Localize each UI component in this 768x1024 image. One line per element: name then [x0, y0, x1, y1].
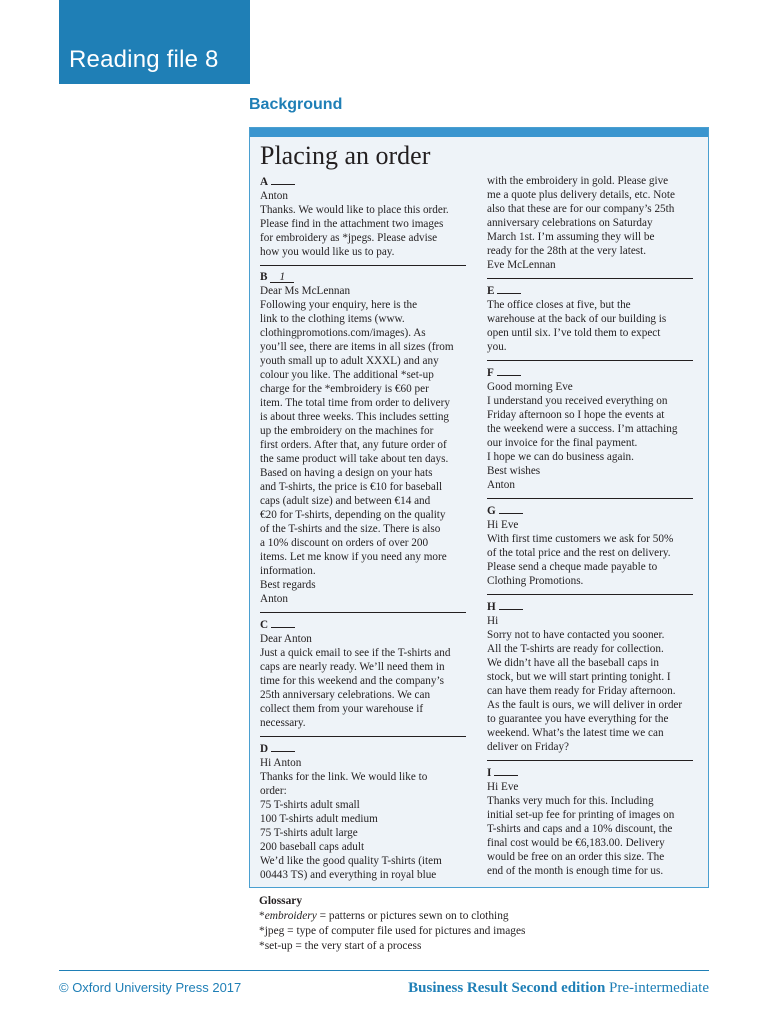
message-divider: [260, 736, 466, 737]
message-letter: B: [260, 271, 268, 283]
message-line: All the T-shirts are ready for collection.: [487, 643, 664, 655]
footer-book-level: Pre-intermediate: [609, 980, 709, 996]
message-letter: H: [487, 601, 496, 613]
message-line: Hi Eve: [487, 519, 519, 531]
answer-blank: [499, 503, 523, 514]
message-line: Clothing Promotions.: [487, 575, 584, 587]
answer-blank: [497, 283, 521, 294]
message-c: [260, 617, 470, 730]
glossary: [259, 894, 699, 954]
message-line: collect them from your warehouse if: [260, 703, 424, 715]
message-line: clothingpromotions.com/images). As: [260, 327, 426, 339]
order-panel: [249, 127, 709, 888]
message-line: order:: [260, 785, 287, 797]
glossary-term: embroidery: [264, 910, 317, 922]
message-line: €20 for T-shirts, depending on the quality: [260, 509, 446, 521]
glossary-definition: = the very start of a process: [292, 940, 422, 952]
message-line: time for this weekend and the company’s: [260, 675, 444, 687]
reading-file-title: Reading file 8: [69, 46, 219, 73]
message-line: you’ll see, there are items in all sizes (from: [260, 341, 454, 353]
message-line: We didn’t have all the baseball caps in: [487, 657, 659, 669]
answer-blank: [494, 765, 518, 776]
message-line: of the T-shirts and the size. There is also: [260, 523, 441, 535]
message-line: necessary.: [260, 717, 306, 729]
message-divider: [487, 760, 693, 761]
section-label: Background: [249, 96, 343, 113]
message-line: Just a quick email to see if the T-shirts and: [260, 647, 451, 659]
glossary-definition: = type of computer file used for pictures and images: [284, 925, 526, 937]
message-line: caps are nearly ready. We’ll need them in: [260, 661, 445, 673]
message-line: Based on having a design on your hats: [260, 467, 433, 479]
message-line: Sorry not to have contacted you sooner.: [487, 629, 665, 641]
glossary-entry: [259, 924, 699, 939]
message-line: can have them ready for Friday afternoon.: [487, 685, 676, 697]
message-a: [260, 174, 470, 259]
footer-book-name: Business Result Second edition: [408, 980, 606, 996]
message-divider: [260, 612, 466, 613]
message-line: Anton: [487, 479, 515, 491]
message-line: weekend. What’s the latest time we can: [487, 727, 664, 739]
message-divider: [487, 594, 693, 595]
answer-blank: [271, 617, 295, 628]
message-heading: [487, 765, 697, 780]
message-line: the weekend were a success. I’m attaching: [487, 423, 678, 435]
message-line: with the embroidery in gold. Please give: [487, 175, 669, 187]
message-letter: D: [260, 743, 269, 755]
message-line: end of the month is enough time for us.: [487, 865, 664, 877]
message-d: [260, 741, 470, 882]
message-line: I understand you received everything on: [487, 395, 668, 407]
answer-blank: [497, 365, 521, 376]
glossary-star: *: [259, 940, 265, 952]
message-line: information.: [260, 565, 316, 577]
message-line: Hi: [487, 615, 499, 627]
footer-divider: [59, 970, 709, 971]
message-line: colour you like. The additional *set-up: [260, 369, 434, 381]
message-line: open until six. I’ve told them to expect: [487, 327, 661, 339]
message-heading: [487, 599, 697, 614]
message-line: caps (adult size) and between €14 and: [260, 495, 431, 507]
message-line: warehouse at the back of our building is: [487, 313, 667, 325]
message-divider: [260, 265, 466, 266]
message-letter: G: [487, 505, 496, 517]
answer-blank: [271, 174, 295, 185]
message-line: Anton: [260, 190, 288, 202]
glossary-star: *: [259, 910, 265, 922]
message-line: items. Let me know if you need any more: [260, 551, 447, 563]
message-line: is about three weeks. This includes setting: [260, 411, 450, 423]
panel-top-bar: [250, 128, 708, 137]
footer-copyright: © Oxford University Press 2017: [59, 980, 242, 995]
message-divider: [487, 360, 693, 361]
message-line: Please send a cheque made payable to: [487, 561, 658, 573]
left-column: [260, 174, 470, 882]
message-line: final cost would be €6,183.00. Delivery: [487, 837, 665, 849]
message-line: 200 baseball caps adult: [260, 841, 365, 853]
message-line: for embroidery as *jpegs. Please advise: [260, 232, 438, 244]
message-line: Following your enquiry, here is the: [260, 299, 418, 311]
message-line: item. The total time from order to delivery: [260, 397, 450, 409]
message-line: would be free on an order this size. The: [487, 851, 665, 863]
message-line: deliver on Friday?: [487, 741, 570, 753]
message-line: Best regards: [260, 579, 316, 591]
message-line: anniversary celebrations on Saturday: [487, 217, 653, 229]
message-line: March 1st. I’m assuming they will be: [487, 231, 655, 243]
message-line: Thanks for the link. We would like to: [260, 771, 428, 783]
message-line: Good morning Eve: [487, 381, 573, 393]
message-line: Hi Anton: [260, 757, 302, 769]
reading-file-header: [59, 0, 250, 84]
message-divider: [487, 278, 693, 279]
message-line: Friday afternoon so I hope the events at: [487, 409, 665, 421]
glossary-star: *: [259, 925, 265, 937]
message-d-continued: [487, 174, 697, 272]
message-line: Dear Ms McLennan: [260, 285, 351, 297]
message-line: youth small up to adult XXXL) and any: [260, 355, 439, 367]
footer-book-title: [408, 980, 709, 997]
message-line: The office closes at five, but the: [487, 299, 631, 311]
message-e: [487, 283, 697, 354]
message-f: [487, 365, 697, 492]
glossary-term: set-up: [264, 940, 293, 952]
message-line: 00443 TS) and everything in royal blue: [260, 869, 437, 881]
message-line: of the total price and the rest on delivery.: [487, 547, 671, 559]
message-letter: A: [260, 176, 269, 188]
message-line: our invoice for the final payment.: [487, 437, 638, 449]
message-line: T-shirts and caps and a 10% discount, the: [487, 823, 673, 835]
message-line: Hi Eve: [487, 781, 519, 793]
message-line: Please find in the attachment two images: [260, 218, 444, 230]
message-line: first orders. After that, any future order of: [260, 439, 447, 451]
message-line: and T-shirts, the price is €10 for baseball: [260, 481, 443, 493]
message-heading: [260, 174, 470, 189]
message-heading: [260, 617, 470, 632]
message-line: Best wishes: [487, 465, 541, 477]
message-line: link to the clothing items (www.: [260, 313, 405, 325]
message-line: 25th anniversary celebrations. We can: [260, 689, 431, 701]
message-heading: [260, 741, 470, 756]
glossary-definition: = patterns or pictures sewn on to clothing: [316, 910, 509, 922]
message-g: [487, 503, 697, 588]
message-line: initial set-up fee for printing of images on: [487, 809, 675, 821]
message-line: 75 T-shirts adult large: [260, 827, 358, 839]
glossary-title: Glossary: [259, 895, 303, 907]
message-i: [487, 765, 697, 878]
message-letter: E: [487, 285, 495, 297]
message-line: to guarantee you have everything for the: [487, 713, 669, 725]
message-line: 75 T-shirts adult small: [260, 799, 360, 811]
message-letter: F: [487, 367, 494, 379]
answer-blank: [499, 599, 523, 610]
message-line: Anton: [260, 593, 288, 605]
message-line: up the embroidery on the machines for: [260, 425, 434, 437]
message-letter: C: [260, 619, 269, 631]
message-line: stock, but we will start printing tonight. I: [487, 671, 671, 683]
message-line: ready for the 28th at the very latest.: [487, 245, 647, 257]
message-line: Thanks. We would like to place this order.: [260, 204, 449, 216]
message-line: Eve McLennan: [487, 259, 556, 271]
message-line: you.: [487, 341, 507, 353]
message-divider: [487, 498, 693, 499]
message-b: [260, 270, 470, 606]
message-line: I hope we can do business again.: [487, 451, 634, 463]
message-heading: [487, 503, 697, 518]
message-line: how you would like us to pay.: [260, 246, 395, 258]
message-line: 100 T-shirts adult medium: [260, 813, 378, 825]
message-line: Thanks very much for this. Including: [487, 795, 654, 807]
message-line: We’d like the good quality T-shirts (item: [260, 855, 442, 867]
message-line: charge for the *embroidery is €60 per: [260, 383, 429, 395]
message-line: With first time customers we ask for 50%: [487, 533, 674, 545]
panel-title: Placing an order: [260, 141, 431, 170]
glossary-entry: [259, 939, 699, 954]
message-line: a 10% discount on orders of over 200: [260, 537, 429, 549]
answer-blank: 1: [270, 272, 294, 283]
message-line: Dear Anton: [260, 633, 312, 645]
message-heading: [487, 283, 697, 298]
message-heading: [487, 365, 697, 380]
message-line: the same product will take about ten days.: [260, 453, 449, 465]
message-letter: I: [487, 767, 492, 779]
message-line: me a quote plus delivery details, etc. Note: [487, 189, 675, 201]
message-line: As the fault is ours, we will deliver in order: [487, 699, 683, 711]
message-heading: [260, 270, 470, 284]
message-h: [487, 599, 697, 754]
right-column: [487, 174, 697, 878]
message-line: also that these are for our company’s 25th: [487, 203, 675, 215]
answer-blank: [271, 741, 295, 752]
glossary-entry: [259, 909, 699, 924]
glossary-term: jpeg: [264, 925, 285, 937]
